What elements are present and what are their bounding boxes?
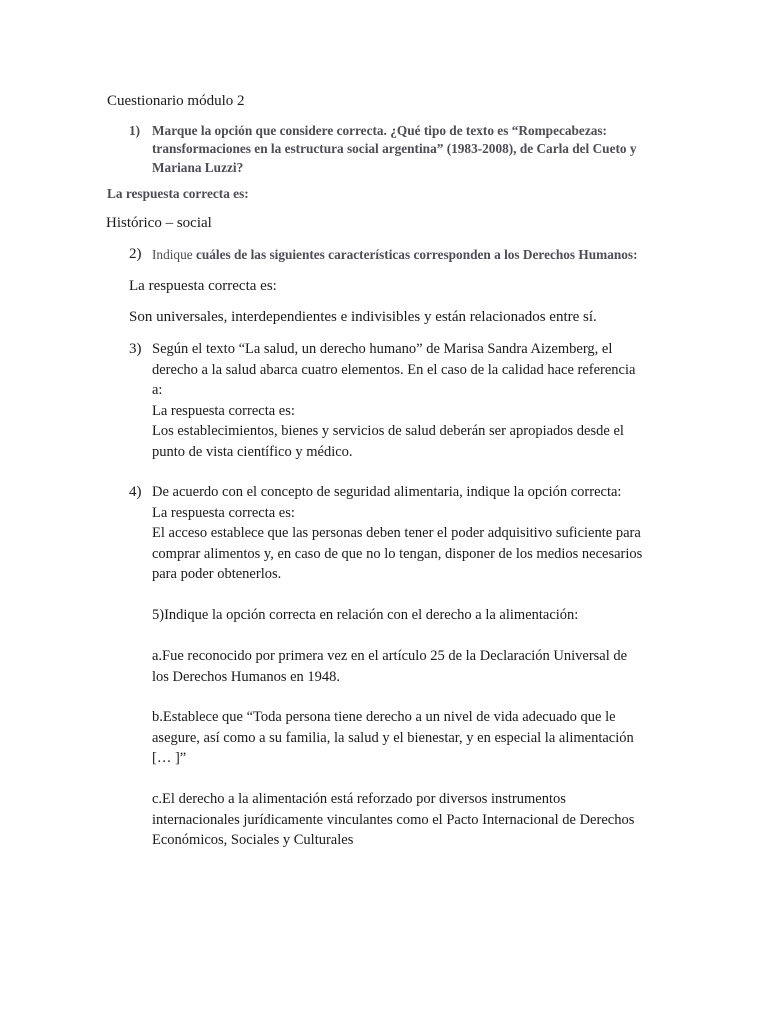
q1-line-2: transformaciones en la estructura social argentina” (1983-2008), de Carla del Cueto y	[152, 141, 637, 157]
q2-question	[152, 246, 638, 264]
q4-body	[152, 482, 642, 585]
q1-number: 1)	[129, 123, 141, 138]
q4-answer-line-1: El acceso establece que las personas deben tener el poder adquisitivo suficiente para	[152, 525, 641, 541]
q2-number: 2)	[129, 246, 142, 262]
q4-answer-label: La respuesta correcta es:	[152, 504, 295, 521]
q5-option-a-line-1: a.Fue reconocido por primera vez en el artículo 25 de la Declaración Universal de	[152, 648, 628, 664]
q3-line-3: a:	[152, 382, 163, 398]
q2-answer: Son universales, interdependientes e indivisibles y están relacionados entre sí.	[129, 309, 597, 325]
q5-option-a	[152, 646, 627, 687]
q5-option-b-line-3: [… ]”	[152, 750, 187, 766]
q4-answer-line-2: comprar alimentos y, en caso de que no lo tengan, disponer de los medios necesarios	[152, 545, 643, 562]
q5-option-b	[152, 707, 634, 769]
q1-line-3: Mariana Luzzi?	[152, 159, 244, 175]
q3-answer-label: La respuesta correcta es:	[152, 402, 295, 419]
q5-option-c-line-1: c.El derecho a la alimentación está reforzado por diversos instrumentos	[152, 791, 566, 807]
q3-line-1: Según el texto “La salud, un derecho humano” de Marisa Sandra Aizemberg, el	[152, 341, 613, 357]
q3-answer-line-2: punto de vista científico y médico.	[152, 443, 353, 460]
q4-number: 4)	[129, 484, 142, 500]
q5-option-c	[152, 789, 634, 851]
q3-number: 3)	[129, 341, 142, 357]
q3-body	[152, 339, 635, 462]
q1-question	[152, 122, 637, 177]
q3-answer-line-1: Los establecimientos, bienes y servicios de salud deberán ser apropiados desde el	[152, 423, 624, 439]
q2-answer-label: La respuesta correcta es:	[129, 278, 277, 294]
document-title: Cuestionario módulo 2	[107, 93, 245, 109]
q5-heading: 5)Indique la opción correcta en relación con el derecho a la alimentación:	[152, 607, 579, 623]
q3-line-2: derecho a la salud abarca cuatro elementos. En el caso de la calidad hace referencia	[152, 361, 636, 378]
q5-option-b-line-1: b.Establece que “Toda persona tiene derecho a un nivel de vida adecuado que le	[152, 709, 616, 725]
q2-prefix: Indique	[152, 247, 193, 262]
q5-option-c-line-2: internacionales jurídicamente vinculantes como el Pacto Internacional de Derechos	[152, 811, 635, 828]
q5-option-c-line-3: Económicos, Sociales y Culturales	[152, 832, 354, 848]
q1-answer-label: La respuesta correcta es:	[107, 186, 249, 201]
q1-line-1: Marque la opción que considere correcta. ¿Qué tipo de texto es “Rompecabezas:	[152, 123, 607, 138]
q5-option-b-line-2: asegure, así como a su familia, la salud y el bienestar, y en especial la alimentación	[152, 729, 634, 746]
q4-answer-line-3: para poder obtenerlos.	[152, 566, 282, 582]
q2-rest: cuáles de las siguientes características corresponden a los Derechos Humanos:	[192, 247, 638, 262]
q1-answer: Histórico – social	[106, 215, 212, 231]
q5-option-a-line-2: los Derechos Humanos en 1948.	[152, 668, 341, 685]
q4-line-1: De acuerdo con el concepto de seguridad alimentaria, indique la opción correcta:	[152, 484, 622, 500]
